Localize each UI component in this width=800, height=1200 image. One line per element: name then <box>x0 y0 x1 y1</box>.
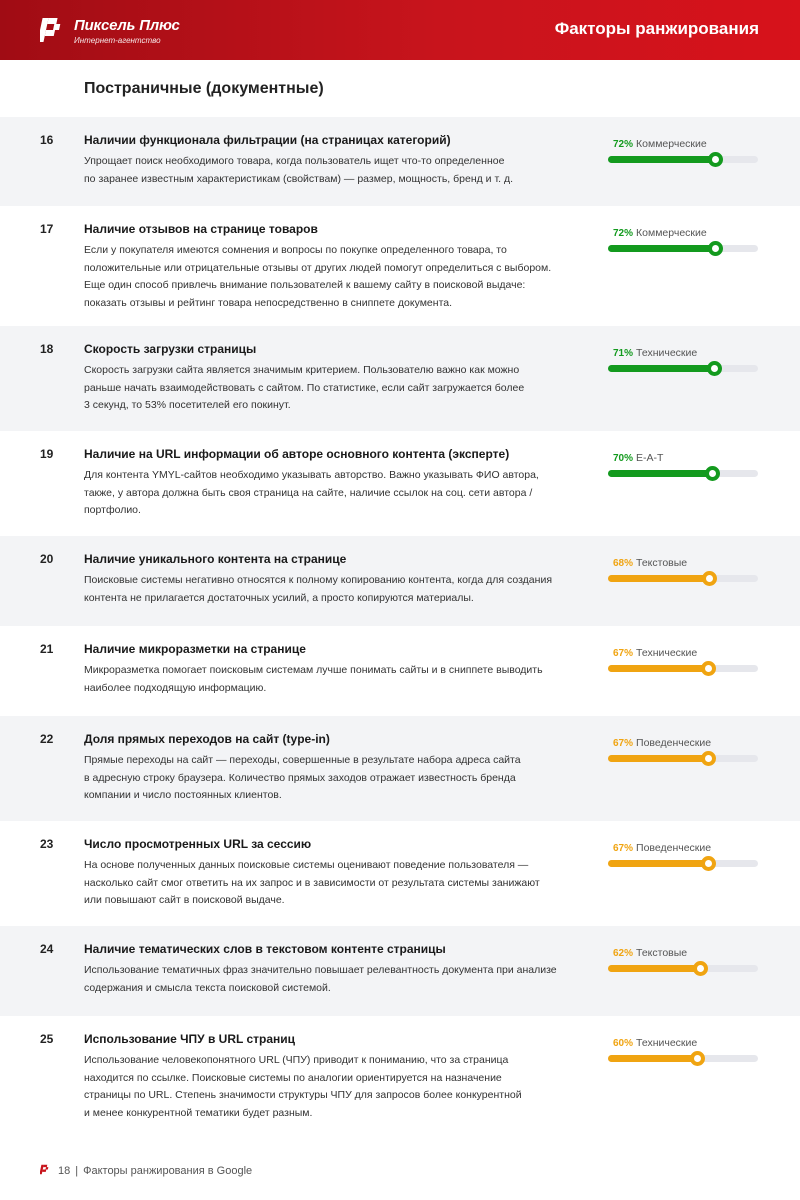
row-description <box>84 572 594 607</box>
row-title: Использование ЧПУ в URL страниц <box>84 1032 296 1046</box>
footer-separator: | <box>75 1165 79 1177</box>
row-description-line: компании и число постоянных клиентов. <box>84 789 282 801</box>
row-description-line: Если у покупателя имеются сомнения и вопросы по покупке определенного товара, то <box>84 244 507 256</box>
rank-meter <box>608 138 758 163</box>
rank-percent: 62% <box>613 948 634 959</box>
row-description <box>84 962 594 997</box>
rank-track <box>608 965 758 972</box>
row-description-line: находится по ссылке. Поисковые системы по аналогии ориентируется на назначение <box>84 1071 502 1084</box>
rank-meter <box>608 842 758 867</box>
row-title: Наличие уникального контента на странице <box>84 552 347 566</box>
factor-row <box>0 821 800 926</box>
row-description-line: портфолио. <box>84 504 141 516</box>
rank-category: Поведенческие <box>636 842 712 854</box>
rank-fill <box>608 575 710 582</box>
row-description <box>84 467 594 520</box>
row-number: 24 <box>40 942 54 956</box>
row-number: 22 <box>40 732 54 746</box>
rank-percent: 67% <box>613 843 634 854</box>
rank-fill <box>608 665 709 672</box>
brand-name: Пиксель Плюс <box>74 17 180 34</box>
row-description <box>84 752 594 805</box>
footer-text: Факторы ранжирования в Google <box>83 1165 253 1177</box>
row-number: 17 <box>40 222 54 236</box>
row-title: Наличии функционала фильтрации (на страницах категорий) <box>84 133 451 147</box>
rank-knob <box>701 661 716 676</box>
row-number: 20 <box>40 552 54 566</box>
row-title: Число просмотренных URL за сессию <box>84 837 312 851</box>
rank-fill <box>608 470 713 477</box>
rank-meter <box>608 1037 758 1062</box>
row-description-line: Для контента YMYL-сайтов необходимо указывать авторство. Важно указывать ФИО автора, <box>84 469 539 481</box>
rank-meter <box>608 947 758 972</box>
rank-fill <box>608 965 701 972</box>
rank-fill <box>608 860 709 867</box>
row-description <box>84 242 594 312</box>
rank-track <box>608 575 758 582</box>
rank-category: Текстовые <box>636 557 688 569</box>
rank-fill <box>608 156 716 163</box>
rank-track <box>608 156 758 163</box>
rank-knob <box>707 361 722 376</box>
factor-row <box>0 117 800 206</box>
factor-row <box>0 1016 800 1138</box>
row-description-line: страницы по URL. Степень значимости структуры ЧПУ для запросов более конкурентной <box>84 1089 522 1101</box>
rank-percent: 67% <box>613 738 634 749</box>
row-description-line: Использование тематичных фраз значительно повышает релевантность документа при анализе <box>84 964 557 976</box>
rank-percent: 72% <box>613 139 634 150</box>
row-description-line: и менее конкурентной тематики будет разным. <box>84 1106 313 1119</box>
rank-fill <box>608 1055 698 1062</box>
rank-meter <box>608 737 758 762</box>
page-header <box>0 0 800 60</box>
row-description <box>84 857 594 910</box>
row-description-line: На основе полученных данных поисковые системы оценивают поведение пользователя — <box>84 859 529 871</box>
rank-knob <box>708 152 723 167</box>
rank-category: Текстовые <box>636 947 688 959</box>
row-title: Скорость загрузки страницы <box>84 342 257 356</box>
row-description-line: показать отзывы и рейтинг товара непосредственно в сниппете документа. <box>84 296 453 309</box>
rank-category: Коммерческие <box>636 227 707 239</box>
rank-fill <box>608 365 715 372</box>
rank-knob <box>705 466 720 481</box>
row-description-line: также, у автора должна быть своя страница на сайте, наличие ссылок на соц. сети автора / <box>84 486 533 499</box>
rank-meter <box>608 452 758 477</box>
rank-knob <box>701 751 716 766</box>
factor-row <box>0 326 800 431</box>
brand-tagline: Интернет-агентство <box>74 36 161 45</box>
rank-percent: 72% <box>613 228 634 239</box>
rank-meter <box>608 647 758 672</box>
section-title: Постраничные (документные) <box>84 80 324 97</box>
header-title: Факторы ранжирования <box>554 19 759 38</box>
row-description-line: Использование человекопонятного URL (ЧПУ) приводит к пониманию, что за страница <box>84 1054 509 1066</box>
row-description-line: 3 секунд, то 53% посетителей его покинут. <box>84 399 291 411</box>
row-number: 16 <box>40 133 54 147</box>
row-description-line: или повышают сайт в поисковой выдаче. <box>84 894 285 906</box>
row-description <box>84 1052 594 1122</box>
row-title: Наличие тематических слов в текстовом контенте страницы <box>84 942 446 956</box>
rank-percent: 70% <box>613 453 634 464</box>
rank-knob <box>701 856 716 871</box>
pixel-plus-logo-icon <box>40 1164 51 1175</box>
rank-track <box>608 1055 758 1062</box>
rank-fill <box>608 755 709 762</box>
row-description-line: Скорость загрузки сайта является значимым критерием. Пользователю важно как можно <box>84 364 520 376</box>
rank-knob <box>690 1051 705 1066</box>
row-description-line: Поисковые системы негативно относятся к полному копированию контента, когда для создания <box>84 574 552 586</box>
rank-category: Технические <box>636 347 698 359</box>
rank-knob <box>693 961 708 976</box>
row-number: 23 <box>40 837 54 851</box>
rank-meter <box>608 347 758 372</box>
row-description-line: Упрощает поиск необходимого товара, когда пользователь ищет что-то определенное <box>84 155 505 167</box>
rank-percent: 60% <box>613 1038 634 1049</box>
row-description <box>84 362 594 415</box>
row-description-line: раньше начать взаимодействовать с сайтом. По статистике, если сайт загружается более <box>84 381 525 394</box>
rank-fill <box>608 245 716 252</box>
rank-percent: 71% <box>613 348 634 359</box>
rank-track <box>608 245 758 252</box>
row-description-line: насколько сайт смог ответить на их запрос и в зависимости от результата системы занижают <box>84 876 540 889</box>
row-description <box>84 662 594 697</box>
row-description-line: содержания и смысла текста поисковой системой. <box>84 981 331 994</box>
factor-row <box>0 431 800 536</box>
rank-meter <box>608 227 758 252</box>
row-number: 19 <box>40 447 54 461</box>
row-description-line: контента не прилагается достаточных усилий, а просто копируются материалы. <box>84 591 474 604</box>
row-title: Доля прямых переходов на сайт (type-in) <box>84 732 330 746</box>
rank-category: Технические <box>636 1037 698 1049</box>
rank-category: Поведенческие <box>636 737 712 749</box>
rank-track <box>608 665 758 672</box>
row-description <box>84 153 594 188</box>
row-description-line: положительные или отрицательные отзывы от других людей помогут определиться с выбором. <box>84 261 552 274</box>
row-description-line: по заранее известным характеристикам (свойствам) — размер, мощность, бренд и т. д. <box>84 172 513 185</box>
row-description-line: наиболее подходящую информацию. <box>84 681 267 694</box>
row-title: Наличие на URL информации об авторе основного контента (эксперте) <box>84 447 510 461</box>
factor-row <box>0 716 800 821</box>
rank-category: E-A-T <box>636 452 664 464</box>
rank-track <box>608 365 758 372</box>
factor-row <box>0 926 800 1016</box>
factor-row <box>0 536 800 626</box>
rank-meter <box>608 557 758 582</box>
rank-category: Технические <box>636 647 698 659</box>
row-description-line: Еще один способ привлечь внимание пользователей к вашему сайту в поисковой выдаче: <box>84 279 526 291</box>
pixel-plus-logo-icon <box>40 16 66 44</box>
row-title: Наличие отзывов на странице товаров <box>84 222 318 236</box>
rank-percent: 67% <box>613 648 634 659</box>
row-number: 25 <box>40 1032 54 1046</box>
rank-track <box>608 470 758 477</box>
row-number: 21 <box>40 642 54 656</box>
rank-track <box>608 755 758 762</box>
row-title: Наличие микроразметки на странице <box>84 642 306 656</box>
factor-row <box>0 626 800 716</box>
factor-row <box>0 206 800 326</box>
page-footer <box>40 1164 252 1177</box>
rank-track <box>608 860 758 867</box>
rank-percent: 68% <box>613 558 634 569</box>
rank-category: Коммерческие <box>636 138 707 150</box>
rank-knob <box>702 571 717 586</box>
row-description-line: в адресную строку браузера. Количество прямых заходов отражает известность бренда <box>84 771 516 784</box>
rank-knob <box>708 241 723 256</box>
row-description-line: Микроразметка помогает поисковым системам лучше понимать сайты и в сниппете выводить <box>84 664 543 676</box>
row-number: 18 <box>40 342 54 356</box>
row-description-line: Прямые переходы на сайт — переходы, совершенные в результате набора адреса сайта <box>84 754 521 766</box>
page-number: 18 <box>58 1165 71 1177</box>
